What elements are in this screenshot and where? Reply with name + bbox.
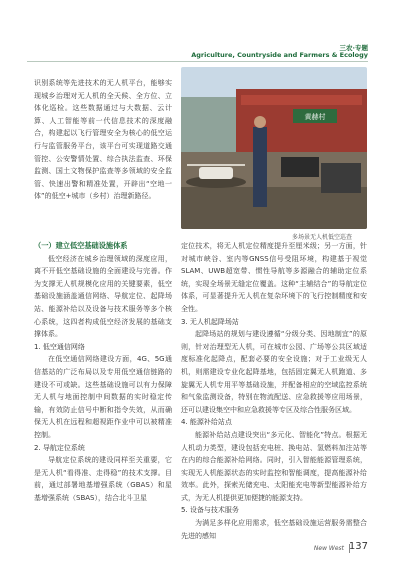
body-paragraph: 在低空通信网络建设方面，4G、5G通信基站的广泛布局以及专用低空通信链路的建设不可或缺。这些基础设施可以有力保障无人机与地面控制中间数据的实时稳定传输，有效防止信号中断和指令失效，从而确保无人机在远程和超视距作业中可以被精准控制。: [34, 355, 172, 439]
left-column: [34, 240, 172, 504]
body-paragraph: 低空经济在城乡治理领域的深度应用，离不开低空基础设施的全面建设与完善。作为支撑无人机规模化应用的关键要素，低空基础设施涵盖通信网络、导航定位、起降场站、能源补给以及设备与技术服务等多个核心系统，这四者构成低空经济发展的基础支撑体系。: [34, 254, 172, 339]
intro-paragraph: 识别系统等先进技术的无人机平台，能够实现城乡治理对无人机的全天候、全方位、立体化巡检。这些数据通过与大数据、云计算、人工智能等前一代信息技术的深度融合，构建起以飞行管理安全为核心的低空运行与监管服务平台，该平台可实现道路交通管控、公安警情处置、综合执法监查、环保监测、国土文物保护监查等多领域的安全监管、快速出警和精准处置，开辟出“空地一体”的低空+城市（乡村）治理新路径。: [34, 79, 172, 201]
right-column: [181, 240, 367, 542]
subsection-heading: 3. 无人机起降场站: [181, 317, 239, 326]
journal-name: New West: [313, 545, 344, 552]
subsection-heading: 5. 设备与技术服务: [181, 506, 239, 515]
drone-case: [281, 157, 319, 177]
body-paragraph: 定位技术，将无人机定位精度提升至厘米级；另一方面，针对城市峡谷、室内等GNSS信号受阻环境，构建基于视觉SLAM、UWB超宽带、惯性导航等多源融合的辅助定位系统，实现全场景无缝定位覆盖。这种“主辅结合”的导航定位体系，可显著提升无人机在复杂环境下的飞行控制精度和安全性。: [181, 242, 367, 313]
section-heading: （一）建立低空基础设施体系: [34, 241, 128, 250]
page-number: 137: [348, 541, 368, 552]
header-divider: [27, 61, 368, 62]
subsection-heading: 4. 能源补给站点: [181, 418, 232, 427]
article-photo: [181, 67, 367, 229]
drone-scene-illustration: [181, 67, 367, 229]
subsection-heading: 1. 低空通信网络: [34, 342, 85, 351]
drone: [199, 167, 233, 179]
left-column-top: [34, 77, 172, 203]
page-header: [0, 0, 402, 42]
subsection-heading: 2. 导航定位系统: [34, 443, 85, 452]
person: [253, 127, 267, 207]
banner-text: 黄赫村: [304, 113, 326, 121]
photo-caption: 多场景无人机低空巡查: [292, 234, 353, 241]
body-paragraph: 为满足多样化应用需求，低空基础设施运营服务需整合先进的感知: [181, 519, 367, 540]
body-paragraph: 导航定位系统的建设同样至关重要，它是无人机“看得准、走得稳”的技术支撑。目前，通过部署地基增强系统（GBAS）和星基增强系统（SBAS），结合北斗卫星: [34, 456, 172, 502]
equipment: [321, 163, 361, 193]
section-title-en: Agriculture, Countryside and Farmers & Ecology: [191, 51, 368, 59]
body-paragraph: 能源补给站点建设突出“多元化、智能化”特点。根据无人机动力类型，建设包括充电桩、换电站、氢燃料加注站等在内的综合能源补给网络。同时，引入智能能源管理系统，实现无人机能源状态的实时监控和智能调度，提高能源补给效率。此外，探索光储充电、太阳能充电等新型能源补给方式，为无人机提供更加便捷的能源支持。: [181, 430, 367, 502]
trees: [181, 97, 241, 152]
section-title-zh: 三农·专题: [339, 44, 368, 52]
body-paragraph: 起降场站的规划与建设遵循“分级分类、因地制宜”的原则，针对治理型无人机，可在城市公园、广场等公共区域适度标准化起降点，配套必要的安全设施；对于工业级无人机，则需建设专业化起降基地，包括固定翼无人机跑道、多旋翼无人机专用平等基础设施，并配备相应的空域监控系统和气象监测设备，特别在物流配送、应急救援等应用场景，还可以建设集空中和应急救援等专区及综合性服务区域。: [181, 330, 367, 414]
